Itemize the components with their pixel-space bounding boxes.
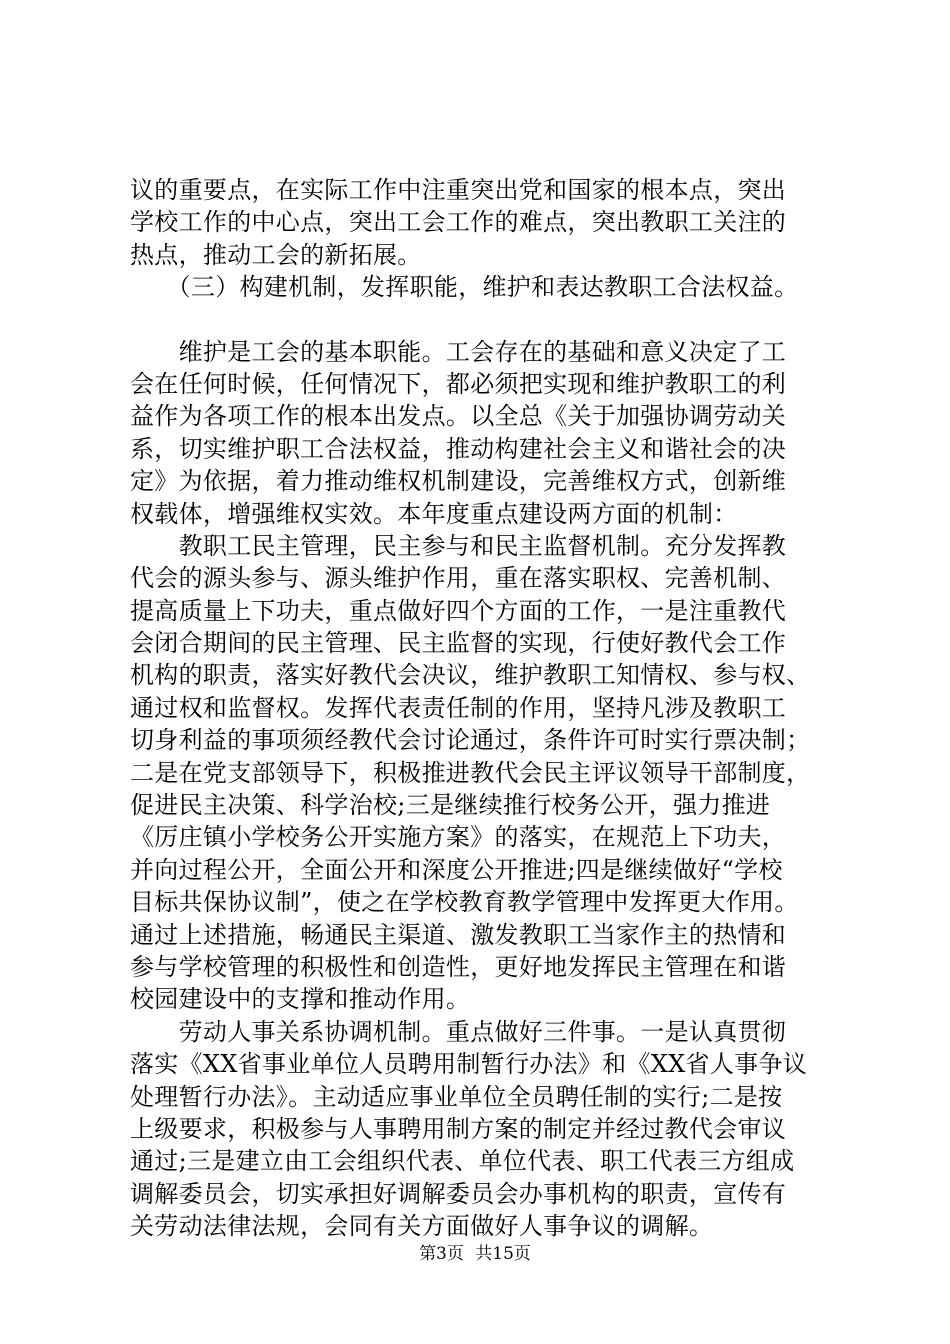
paragraph-gap: [130, 304, 830, 336]
text-line: （三）构建机制，发挥职能，维护和表达教职工合法权益。: [130, 273, 799, 302]
text-line: 校园建设中的支撑和推动作用。: [130, 985, 471, 1014]
text-line: 提高质量上下功夫，重点做好四个方面的工作，一是注重教代: [130, 596, 787, 625]
text-line: 并向过程公开，全面公开和深度公开推进;四是继续做好“学校: [130, 855, 783, 884]
text-line: 参与学校管理的积极性和创造性，更好地发挥民主管理在和谐: [130, 952, 787, 981]
text-line: 处理暂行办法》。主动适应事业单位全员聘任制的实行;二是按: [130, 1082, 783, 1111]
text-line: 促进民主决策、科学治校;三是继续推行校务公开，强力推进: [130, 791, 771, 820]
text-line: 二是在党支部领导下，积极推进教代会民主评议领导干部制度，: [130, 758, 811, 787]
page-footer: [0, 1244, 950, 1264]
text-line: 益作为各项工作的根本出发点。以全总《关于加强协调劳动关: [130, 402, 787, 431]
page-total: 共15页: [475, 1244, 531, 1264]
paragraph-block-top: [130, 174, 830, 304]
text-line: 权载体，增强维权实效。本年度重点建设两方面的机制：: [130, 499, 738, 528]
text-line: 维护是工会的基本职能。工会存在的基础和意义决定了工: [130, 337, 787, 366]
text-line: 通过权和监督权。发挥代表责任制的作用，坚持凡涉及教职工: [130, 693, 787, 722]
text-line: 调解委员会，切实承担好调解委员会办事机构的职责，宣传有: [130, 1179, 787, 1208]
text-line: 通过;三是建立由工会组织代表、单位代表、职工代表三方组成: [130, 1147, 795, 1176]
document-body: [130, 174, 830, 1243]
text-line: 会在任何时候，任何情况下，都必须把实现和维护教职工的利: [130, 369, 787, 398]
text-line: 落实《XX省事业单位人员聘用制暂行办法》和《XX省人事争议: [130, 1050, 808, 1079]
text-line: 代会的源头参与、源头维护作用，重在落实职权、完善机制、: [130, 564, 787, 593]
text-line: 学校工作的中心点，突出工会工作的难点，突出教职工关注的: [130, 208, 787, 237]
page-number: 第3页: [419, 1244, 464, 1264]
text-line: 关劳动法律法规，会同有关方面做好人事争议的调解。: [130, 1212, 714, 1241]
text-line: 系，切实维护职工合法权益，推动构建社会主义和谐社会的决: [130, 434, 787, 463]
text-line: 劳动人事关系协调机制。重点做好三件事。一是认真贯彻: [130, 1017, 787, 1046]
text-line: 切身利益的事项须经教代会讨论通过，条件许可时实行票决制；: [130, 726, 811, 755]
text-line: 定》为依据，着力推动维权机制建设，完善维权方式，创新维: [130, 467, 787, 496]
text-line: 通过上述措施，畅通民主渠道、激发教职工当家作主的热情和: [130, 920, 787, 949]
text-line: 机构的职责，落实好教代会决议，维护教职工知情权、参与权、: [130, 661, 811, 690]
paragraph-block-main: [130, 336, 830, 1243]
text-line: 教职工民主管理，民主参与和民主监督机制。充分发挥教: [130, 531, 787, 560]
text-line: 目标共保协议制”，使之在学校教育教学管理中发挥更大作用。: [130, 888, 799, 917]
text-line: 热点，推动工会的新拓展。: [130, 240, 422, 269]
text-line: 议的重要点，在实际工作中注重突出党和国家的根本点，突出: [130, 176, 787, 204]
text-line: 《厉庄镇小学校务公开实施方案》的落实，在规范上下功夫，: [130, 823, 787, 852]
text-line: 会闭合期间的民主管理、民主监督的实现，行使好教代会工作: [130, 629, 787, 658]
text-line: 上级要求，积极参与人事聘用制方案的制定并经过教代会审议: [130, 1114, 787, 1143]
